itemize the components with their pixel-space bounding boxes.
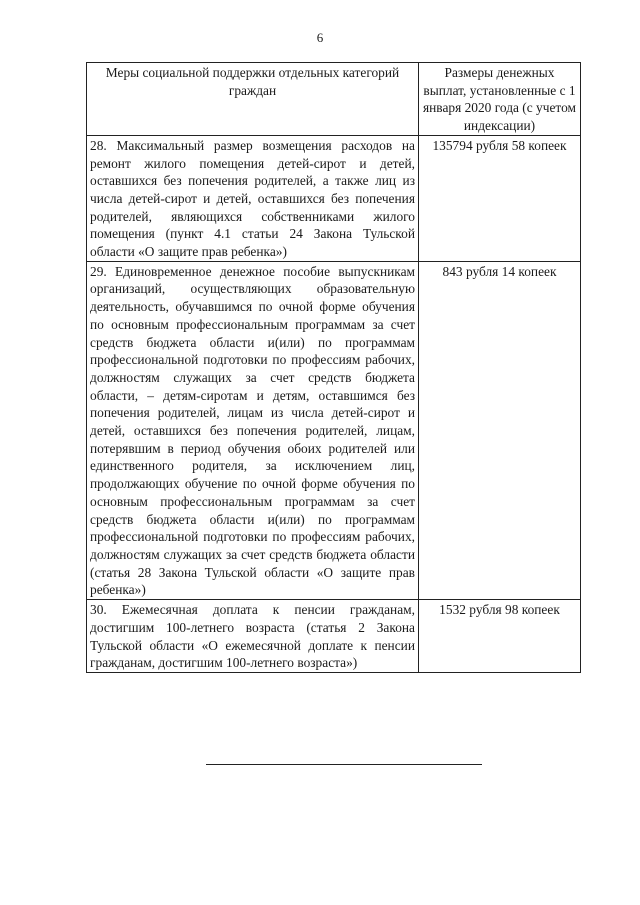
amount-cell: 1532 рубля 98 копеек	[419, 600, 581, 673]
page-number: 6	[316, 30, 324, 45]
table-row	[87, 261, 581, 599]
closing-divider	[206, 764, 482, 765]
amount-cell: 843 рубля 14 копеек	[419, 261, 581, 599]
amount-cell: 135794 рубля 58 копеек	[419, 135, 581, 261]
header-measures: Меры социальной поддержки отдельных категорий граждан	[87, 63, 419, 136]
measure-cell: 28. Максимальный размер возмещения расходов на ремонт жилого помещения детей-сирот и детей, оставшихся без попечения родителей, а также лиц из числа детей-сирот и детей, оставшихся без попечения родителей, являющихся собственниками жилого помещения (пункт 4.1 статьи 24 Закона Тульской области «О защите прав ребенка»)	[87, 135, 419, 261]
table-row	[87, 600, 581, 673]
measure-cell: 30. Ежемесячная доплата к пенсии гражданам, достигшим 100-летнего возраста (статья 2 Закона Тульской области «О ежемесячной доплате к пенсии гражданам, достигшим 100-летнего возраста»)	[87, 600, 419, 673]
measure-cell: 29. Единовременное денежное пособие выпускникам организаций, осуществляющих образовательную деятельность, обучавшимся по очной форме обучения по основным профессиональным программам за счет средств бюджета области и(или) по программам профессиональной подготовки по профессиям рабочих, должностям служащих за счет средств бюджета области, – детям-сиротам и детям, оставшимся без попечения родителей, лицам из числа детей-сирот и детей, оставшихся без попечения родителей, лицам, потерявшим в период обучения обоих родителей или единственного родителя, за исключением лиц, продолжающих обучение по очной форме обучения по основным профессиональным программам за счет средств бюджета области и(или) по программам профессиональной подготовки по профессиям рабочих, должностям служащих за счет средств бюджета области (статья 28 Закона Тульской области «О защите прав ребенка»)	[87, 261, 419, 599]
social-support-table	[86, 62, 581, 673]
table-header-row	[87, 63, 581, 136]
table-row	[87, 135, 581, 261]
header-payment-amounts: Размеры денежных выплат, установленные с 1 января 2020 года (с учетом индексации)	[419, 63, 581, 136]
